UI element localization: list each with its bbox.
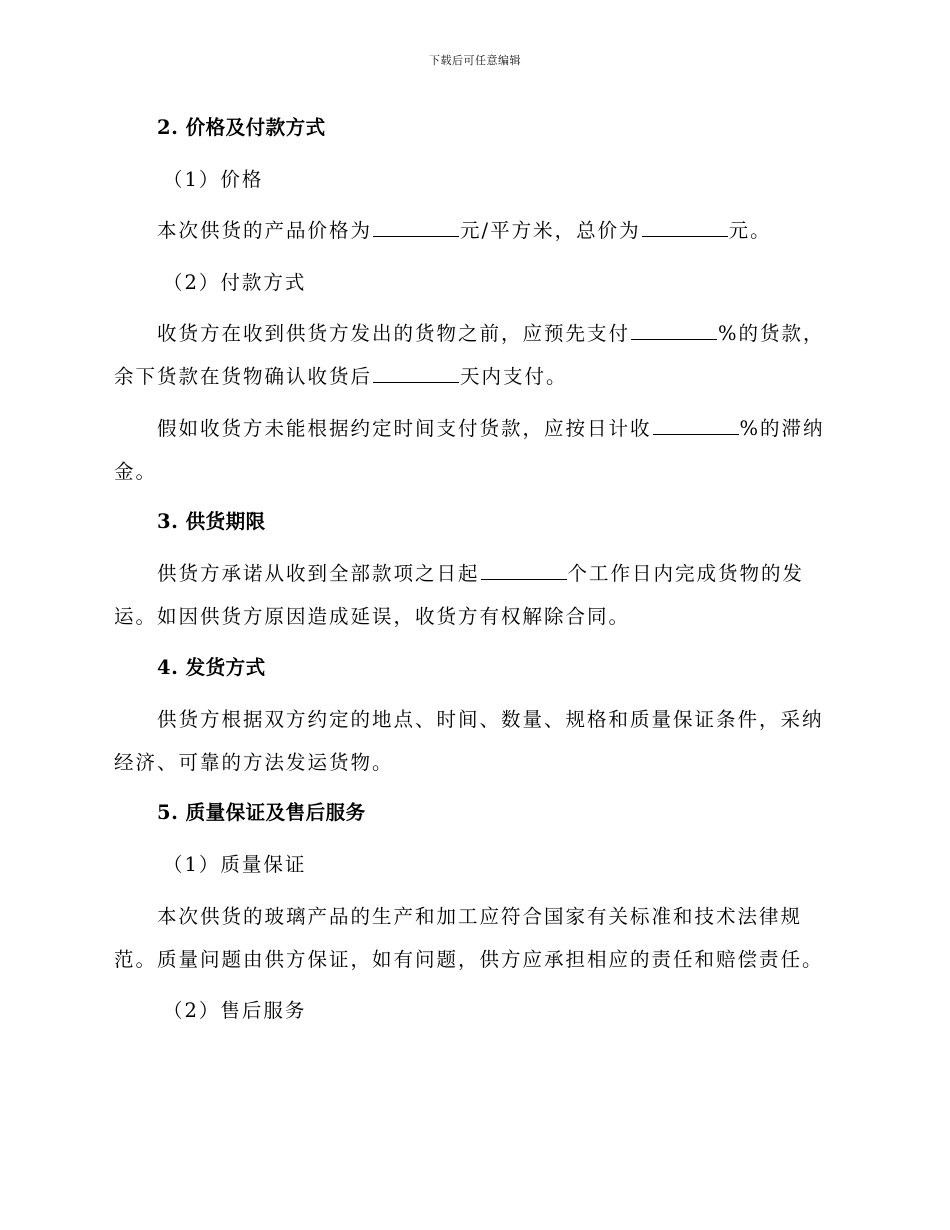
paragraph-late-fee-cont: 金。 [114,460,158,483]
prepay-text-b: %的货款， [718,322,825,345]
paragraph-quality: 本次供货的玻璃产品的生产和加工应符合国家有关标准和技术法律规 [157,905,803,928]
price-text-c: 元。 [728,219,772,242]
prepay-text-a: 收货方在收到供货方发出的货物之前，应预先支付 [157,322,631,345]
late-text-b: %的滞纳 [739,417,825,440]
blank-prepay-percent[interactable] [631,324,717,340]
paragraph-late-fee [157,419,825,439]
section-heading-price-payment: 2. 价格及付款方式 [157,116,326,139]
blank-unit-price[interactable] [373,221,459,237]
balance-text-b: 天内支付。 [460,365,568,388]
price-text-b: 元/平方米，总价为 [460,219,641,242]
blank-total-price[interactable] [642,221,728,237]
paragraph-supply-period-cont: 运。如因供货方原因造成延误，收货方有权解除合同。 [114,605,631,628]
page-header: 下载后可任意编辑 [429,54,521,67]
blank-balance-days[interactable] [373,367,459,383]
subheading-price: （1）价格 [163,168,264,191]
late-text-a: 假如收货方未能根据约定时间支付货款，应按日计收 [157,417,652,440]
paragraph-price [157,221,772,241]
section-heading-shipping-method: 4. 发货方式 [157,656,266,679]
paragraph-shipping: 供货方根据双方约定的地点、时间、数量、规格和质量保证条件，采纳 [157,708,824,731]
blank-late-fee-percent[interactable] [653,419,739,435]
price-text-a: 本次供货的产品价格为 [157,219,373,242]
paragraph-prepayment [157,324,825,344]
subheading-after-sales: （2）售后服务 [163,999,307,1022]
subheading-payment-method: （2）付款方式 [163,271,307,294]
subheading-quality-guarantee: （1）质量保证 [163,853,307,876]
paragraph-balance [114,367,568,387]
paragraph-quality-cont: 范。质量问题由供方保证，如有问题，供方应承担相应的责任和赔偿责任。 [114,948,824,971]
period-text-a: 供货方承诺从收到全部款项之日起 [157,562,480,585]
section-heading-supply-period: 3. 供货期限 [157,510,266,533]
period-text-b: 个工作日内完成货物的发 [567,562,805,585]
paragraph-supply-period [157,564,804,584]
paragraph-shipping-cont: 经济、可靠的方法发运货物。 [114,751,394,774]
blank-working-days[interactable] [481,564,567,580]
balance-text-a: 余下货款在货物确认收货后 [114,365,373,388]
section-heading-quality-service: 5. 质量保证及售后服务 [157,801,366,824]
